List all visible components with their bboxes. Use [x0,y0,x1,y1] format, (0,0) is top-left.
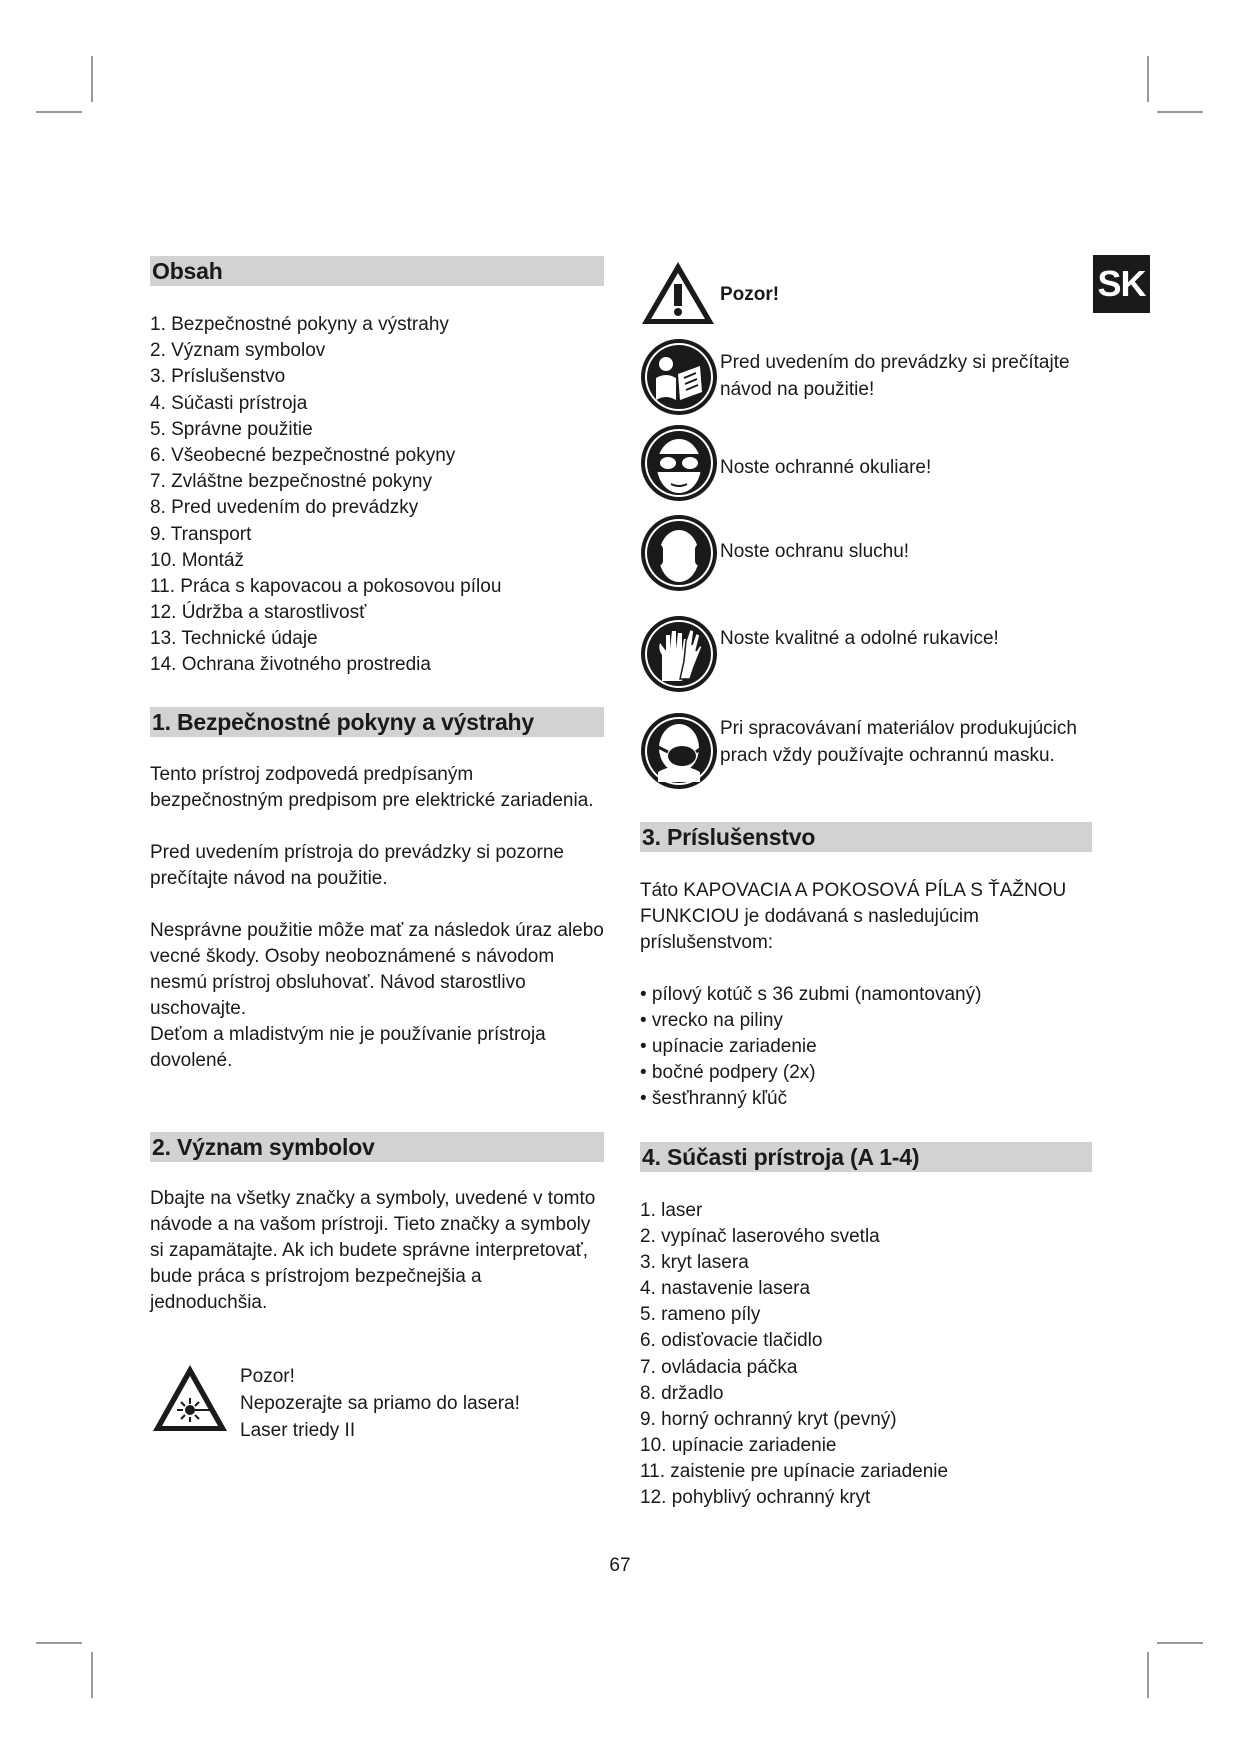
language-badge: SK [1093,255,1150,313]
toc-item: 2. Význam symbolov [150,340,326,362]
list-item: • pílový kotúč s 36 zubmi (namontovaný) [640,984,982,1005]
list-item: 12. pohyblivý ochranný kryt [640,1487,871,1509]
ear-protection-text: Noste ochranu sluchu! [720,541,910,562]
list-item: 7. ovládacia páčka [640,1356,798,1378]
table-of-contents [150,312,604,679]
list-item: 3. kryt lasera [640,1252,749,1274]
page-number: 67 [609,1555,631,1576]
toc-item: 6. Všeobecné bezpečnostné pokyny [150,444,456,466]
list-item: 1. laser [640,1200,703,1221]
section-1-heading: 1. Bezpečnostné pokyny a výstrahy [150,707,604,737]
paragraph: Nesprávne použitie môže mať za následok úraz alebo vecné škody. Osoby neoboznámené s návodom nesmú prístroj obsluhovať. Návod starostlivo uschovajte. [150,920,604,1019]
warning-icon [640,260,716,326]
list-item: • šesťhranný kľúč [640,1088,788,1110]
section-2-body [150,1186,604,1316]
toc-item: 9. Transport [150,523,252,545]
gloves-text: Noste kvalitné a odolné rukavice! [720,628,999,649]
crop-mark [1147,56,1149,102]
list-item: 4. nastavenie lasera [640,1278,811,1300]
paragraph: Dbajte na všetky značky a symboly, uvedené v tomto návode a na vašom prístroji. Tieto značky a symboly si zapamätajte. Ak ich budete správne interpretovať, bude práca s prístrojom bezpečnejšia a jednoduchšia. [150,1188,596,1313]
toc-item: 3. Príslušenstvo [150,366,286,388]
section-2-heading: 2. Význam symbolov [150,1132,604,1162]
list-item: • vrecko na piliny [640,1010,783,1032]
list-item: 2. vypínač laserového svetla [640,1226,880,1248]
toc-heading: Obsah [150,256,604,286]
section-3-body [640,878,1092,1112]
dust-mask-icon [640,712,718,790]
list-item: 5. rameno píly [640,1304,761,1326]
list-item: • upínacie zariadenie [640,1036,817,1058]
ear-protection-icon [640,514,718,592]
toc-item: 10. Montáž [150,549,244,571]
laser-warning-text [240,1363,612,1444]
list-item: 8. držadlo [640,1382,724,1404]
gloves-icon [640,615,718,693]
laser-warning-line: Laser triedy II [240,1420,356,1441]
toc-item: 8. Pred uvedením do prevádzky [150,497,419,519]
crop-mark [91,1652,93,1698]
paragraph: Deťom a mladistvým nie je používanie prístroja dovolené. [150,1024,546,1071]
warning-label: Pozor! [720,284,780,305]
paragraph: Tento prístroj zodpovedá predpísaným bezpečnostným predpisom pre elektrické zariadenia. [150,764,594,811]
toc-item: 12. Údržba a starostlivosť [150,602,367,624]
crop-mark [91,56,93,102]
list-item: 11. zaistenie pre upínacie zariadenie [640,1460,949,1482]
list-item: 6. odisťovacie tlačidlo [640,1330,823,1352]
section-1-body [150,762,604,1074]
goggles-icon [640,424,718,502]
toc-item: 1. Bezpečnostné pokyny a výstrahy [150,314,449,335]
goggles-text: Noste ochranné okuliare! [720,457,932,478]
toc-item: 13. Technické údaje [150,628,318,650]
accessory-list [640,982,1092,1112]
list-item: 10. upínacie zariadenie [640,1434,837,1456]
dust-mask-text: Pri spracovávaní materiálov produkujúcich prach vždy používajte ochrannú masku. [720,718,1077,766]
crop-mark [1157,111,1203,113]
section-3-heading: 3. Príslušenstvo [640,822,1092,852]
laser-warning-line: Nepozerajte sa priamo do lasera! [240,1393,520,1414]
crop-mark [1147,1652,1149,1698]
paragraph: Táto KAPOVACIA A POKOSOVÁ PÍLA S ŤAŽNOU FUNKCIOU je dodávaná s nasledujúcim príslušenstvom: [640,880,1067,953]
toc-item: 7. Zvláštne bezpečnostné pokyny [150,471,433,493]
toc-item: 4. Súčasti prístroja [150,392,308,414]
toc-item: 14. Ochrana životného prostredia [150,654,431,676]
list-item: • bočné podpery (2x) [640,1062,816,1084]
section-4-heading: 4. Súčasti prístroja (A 1-4) [640,1142,1092,1172]
crop-mark [1157,1642,1203,1644]
toc-item: 11. Práca s kapovacou a pokosovou pílou [150,575,502,597]
parts-list [640,1198,1092,1511]
crop-mark [36,1642,82,1644]
crop-mark [36,111,82,113]
toc-item: 5. Správne použitie [150,418,313,440]
read-manual-icon [640,338,718,416]
laser-warning-icon [150,1362,230,1434]
paragraph: Pred uvedením prístroja do prevádzky si pozorne prečítajte návod na použitie. [150,842,564,889]
list-item: 9. horný ochranný kryt (pevný) [640,1408,897,1430]
read-manual-text: Pred uvedením do prevádzky si prečítajte návod na použitie! [720,352,1070,400]
laser-warning-line: Pozor! [240,1366,295,1387]
